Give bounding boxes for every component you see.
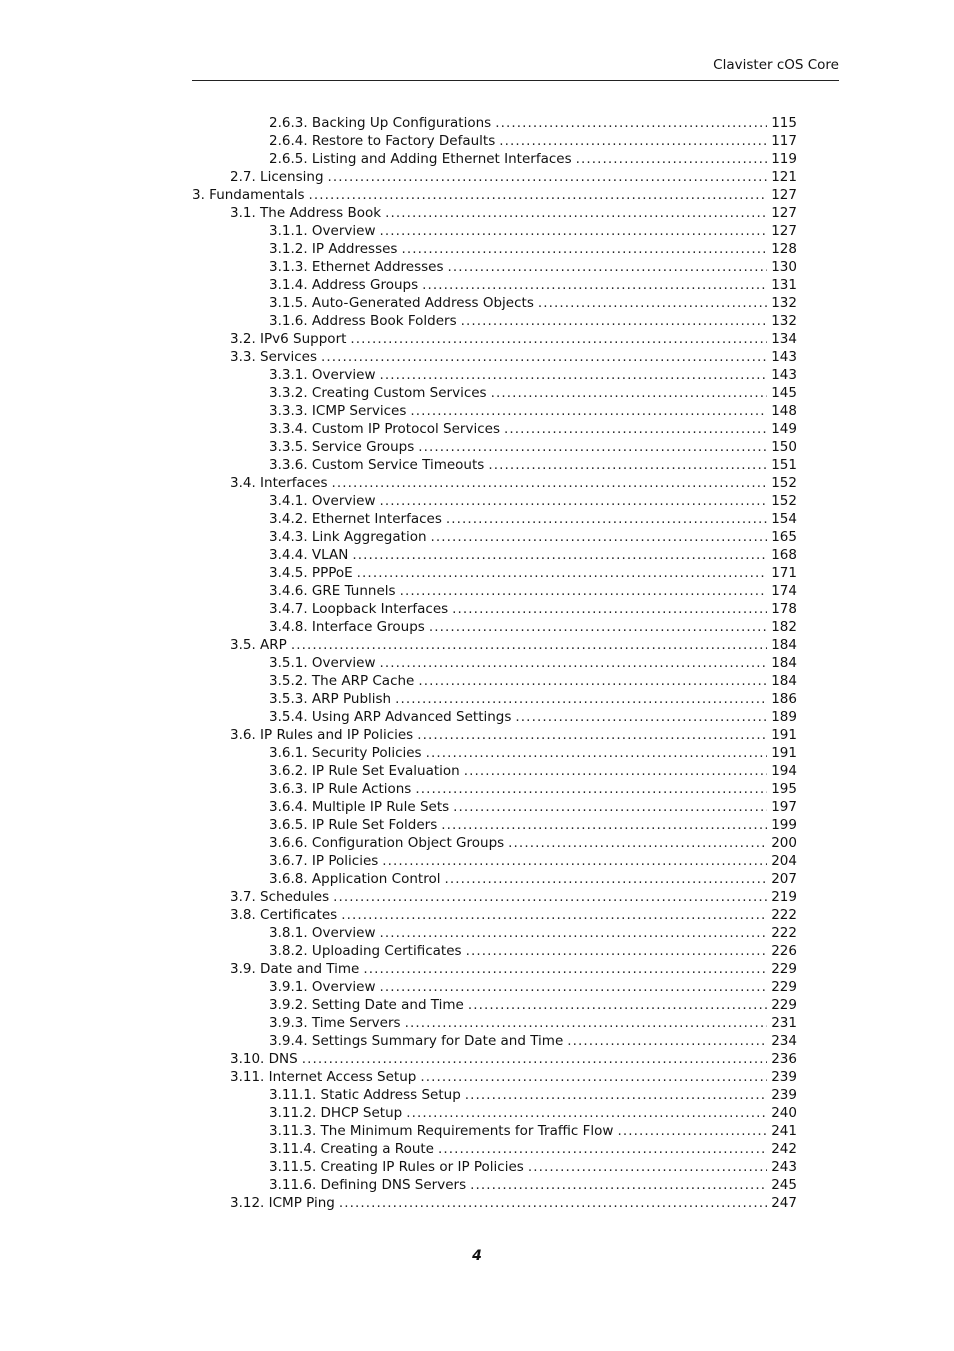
toc-leader-dots [410, 402, 767, 420]
toc-entry-title: 3.7. Schedules [230, 889, 330, 905]
toc-entry-title: 3.6.7. IP Policies [269, 853, 379, 869]
toc-leader-dots [415, 780, 767, 798]
toc-leader-dots [528, 1158, 767, 1176]
toc-entry[interactable] [192, 186, 797, 204]
toc-leader-dots [417, 726, 767, 744]
toc-entry[interactable] [192, 1032, 797, 1050]
toc-entry-title: 3.11.6. Defining DNS Servers [269, 1177, 467, 1193]
toc-leader-dots [380, 978, 768, 996]
toc-entry-title: 3.4.1. Overview [269, 493, 376, 509]
toc-entry-page: 130 [771, 259, 797, 275]
toc-entry[interactable] [192, 816, 797, 834]
toc-entry-title: 3.4.7. Loopback Interfaces [269, 601, 449, 617]
toc-entry-page: 229 [771, 961, 797, 977]
page-number: 4 [472, 1248, 482, 1264]
toc-entry[interactable] [192, 168, 797, 186]
toc-entry[interactable] [192, 852, 797, 870]
toc-leader-dots [350, 330, 767, 348]
toc-entry[interactable] [192, 744, 797, 762]
toc-entry[interactable] [192, 708, 797, 726]
toc-entry[interactable] [192, 780, 797, 798]
page-header [192, 55, 839, 81]
toc-entry-page: 200 [771, 835, 797, 851]
toc-entry[interactable] [192, 996, 797, 1014]
toc-entry-title: 3.8. Certificates [230, 907, 338, 923]
toc-entry[interactable] [192, 1014, 797, 1032]
toc-entry-title: 3.9.4. Settings Summary for Date and Time [269, 1033, 564, 1049]
toc-entry-page: 204 [771, 853, 797, 869]
toc-entry-title: 3.9. Date and Time [230, 961, 360, 977]
toc-entry-title: 3.6. IP Rules and IP Policies [230, 727, 414, 743]
toc-entry-title: 3.5.1. Overview [269, 655, 376, 671]
toc-leader-dots [468, 996, 767, 1014]
toc-entry-title: 3.4. Interfaces [230, 475, 328, 491]
toc-entry-page: 178 [771, 601, 797, 617]
toc-leader-dots [438, 1140, 767, 1158]
toc-entry-page: 184 [771, 637, 797, 653]
toc-entry[interactable] [192, 258, 797, 276]
toc-entry-title: 3.1.6. Address Book Folders [269, 313, 457, 329]
toc-leader-dots [363, 960, 767, 978]
toc-leader-dots [429, 618, 767, 636]
toc-leader-dots [380, 654, 768, 672]
toc-entry-title: 3.3.4. Custom IP Protocol Services [269, 421, 500, 437]
toc-entry-title: 3.3.6. Custom Service Timeouts [269, 457, 485, 473]
toc-entry-title: 3.2. IPv6 Support [230, 331, 347, 347]
toc-entry[interactable] [192, 1158, 797, 1176]
toc-entry[interactable] [192, 330, 797, 348]
toc-entry[interactable] [192, 348, 797, 366]
toc-leader-dots [464, 762, 768, 780]
toc-leader-dots [380, 492, 768, 510]
toc-leader-dots [508, 834, 767, 852]
toc-entry[interactable] [192, 960, 797, 978]
toc-leader-dots [328, 168, 768, 186]
toc-entry-title: 3.6.6. Configuration Object Groups [269, 835, 505, 851]
toc-entry-page: 207 [771, 871, 797, 887]
toc-entry-title: 3.6.5. IP Rule Set Folders [269, 817, 438, 833]
toc-entry-title: 3.5.3. ARP Publish [269, 691, 392, 707]
toc-leader-dots [357, 564, 768, 582]
toc-entry-page: 127 [771, 187, 797, 203]
toc-leader-dots [406, 1104, 767, 1122]
toc-entry-page: 127 [771, 205, 797, 221]
toc-entry-title: 3.5. ARP [230, 637, 287, 653]
toc-entry-title: 3.8.2. Uploading Certificates [269, 943, 462, 959]
toc-entry-page: 199 [771, 817, 797, 833]
toc-entry-title: 3.4.4. VLAN [269, 547, 349, 563]
toc-entry-page: 132 [771, 295, 797, 311]
toc-entry[interactable] [192, 114, 797, 132]
toc-entry-page: 154 [771, 511, 797, 527]
table-of-contents [192, 114, 797, 1212]
toc-entry[interactable] [192, 834, 797, 852]
toc-entry[interactable] [192, 492, 797, 510]
toc-leader-dots [332, 474, 768, 492]
toc-entry-page: 128 [771, 241, 797, 257]
toc-leader-dots [461, 312, 768, 330]
toc-leader-dots [453, 798, 767, 816]
toc-leader-dots [515, 708, 767, 726]
toc-entry[interactable] [192, 1140, 797, 1158]
toc-entry-page: 222 [771, 925, 797, 941]
toc-entry-page: 182 [771, 619, 797, 635]
toc-entry-title: 3.3.3. ICMP Services [269, 403, 407, 419]
toc-entry-title: 3.6.8. Application Control [269, 871, 441, 887]
toc-entry-title: 3.1.2. IP Addresses [269, 241, 398, 257]
toc-leader-dots [339, 1194, 767, 1212]
toc-entry-page: 171 [771, 565, 797, 581]
toc-leader-dots [422, 276, 767, 294]
toc-entry-title: 3.4.2. Ethernet Interfaces [269, 511, 442, 527]
toc-entry[interactable] [192, 1194, 797, 1212]
toc-entry-page: 240 [771, 1105, 797, 1121]
toc-leader-dots [447, 258, 767, 276]
toc-entry-page: 151 [771, 457, 797, 473]
toc-entry-page: 150 [771, 439, 797, 455]
toc-leader-dots [352, 546, 767, 564]
toc-leader-dots [380, 924, 768, 942]
toc-leader-dots [452, 600, 767, 618]
toc-entry[interactable] [192, 582, 797, 600]
toc-entry[interactable] [192, 132, 797, 150]
toc-leader-dots [382, 852, 767, 870]
toc-entry-page: 148 [771, 403, 797, 419]
toc-leader-dots [380, 366, 768, 384]
toc-entry[interactable] [192, 672, 797, 690]
toc-entry[interactable] [192, 294, 797, 312]
toc-leader-dots [418, 438, 767, 456]
toc-entry[interactable] [192, 1050, 797, 1068]
toc-entry[interactable] [192, 618, 797, 636]
toc-leader-dots [400, 582, 768, 600]
toc-entry-title: 3.9.2. Setting Date and Time [269, 997, 464, 1013]
toc-entry-page: 143 [771, 367, 797, 383]
toc-entry-page: 245 [771, 1177, 797, 1193]
toc-entry-page: 195 [771, 781, 797, 797]
toc-entry-page: 229 [771, 997, 797, 1013]
toc-entry-page: 219 [771, 889, 797, 905]
toc-entry-title: 3.11.3. The Minimum Requirements for Traffic Flow [269, 1123, 614, 1139]
toc-entry-page: 243 [771, 1159, 797, 1175]
toc-leader-dots [385, 204, 767, 222]
toc-entry[interactable] [192, 924, 797, 942]
toc-entry-title: 3.4.5. PPPoE [269, 565, 353, 581]
toc-entry[interactable] [192, 1122, 797, 1140]
toc-entry-title: 3.5.4. Using ARP Advanced Settings [269, 709, 512, 725]
toc-entry[interactable] [192, 150, 797, 168]
toc-entry-title: 3.11.5. Creating IP Rules or IP Policies [269, 1159, 524, 1175]
toc-leader-dots [302, 1050, 768, 1068]
toc-entry[interactable] [192, 1104, 797, 1122]
toc-entry[interactable] [192, 798, 797, 816]
toc-entry-page: 242 [771, 1141, 797, 1157]
toc-entry-page: 117 [771, 133, 797, 149]
toc-leader-dots [538, 294, 767, 312]
toc-entry[interactable] [192, 942, 797, 960]
toc-leader-dots [401, 240, 767, 258]
toc-entry-title: 2.6.4. Restore to Factory Defaults [269, 133, 496, 149]
toc-entry-title: 2.6.3. Backing Up Configurations [269, 115, 492, 131]
toc-entry[interactable] [192, 420, 797, 438]
toc-entry-page: 194 [771, 763, 797, 779]
toc-entry-title: 3.3. Services [230, 349, 317, 365]
toc-entry-page: 149 [771, 421, 797, 437]
toc-leader-dots [291, 636, 767, 654]
toc-entry-title: 3.1.1. Overview [269, 223, 376, 239]
toc-entry-page: 234 [771, 1033, 797, 1049]
toc-entry[interactable] [192, 870, 797, 888]
toc-entry-page: 191 [771, 745, 797, 761]
toc-entry-title: 3.11.2. DHCP Setup [269, 1105, 403, 1121]
toc-entry-page: 186 [771, 691, 797, 707]
toc-entry-page: 239 [771, 1069, 797, 1085]
toc-leader-dots [504, 420, 767, 438]
toc-entry-title: 3.11. Internet Access Setup [230, 1069, 417, 1085]
toc-entry[interactable] [192, 1086, 797, 1104]
toc-entry-title: 3.9.1. Overview [269, 979, 376, 995]
toc-entry-title: 3.4.6. GRE Tunnels [269, 583, 396, 599]
toc-entry-title: 3. Fundamentals [192, 187, 305, 203]
toc-leader-dots [576, 150, 768, 168]
toc-entry[interactable] [192, 654, 797, 672]
toc-leader-dots [420, 1068, 767, 1086]
toc-leader-dots [444, 870, 767, 888]
toc-entry[interactable] [192, 240, 797, 258]
toc-entry-page: 134 [771, 331, 797, 347]
toc-entry[interactable] [192, 312, 797, 330]
toc-leader-dots [418, 672, 767, 690]
toc-entry-page: 231 [771, 1015, 797, 1031]
toc-entry-title: 3.4.8. Interface Groups [269, 619, 425, 635]
toc-leader-dots [470, 1176, 767, 1194]
toc-entry[interactable] [192, 222, 797, 240]
toc-entry[interactable] [192, 978, 797, 996]
toc-entry-title: 3.1. The Address Book [230, 205, 382, 221]
toc-entry[interactable] [192, 600, 797, 618]
toc-leader-dots [321, 348, 767, 366]
toc-leader-dots [465, 1086, 767, 1104]
toc-entry-title: 3.1.5. Auto-Generated Address Objects [269, 295, 534, 311]
toc-entry-title: 3.6.4. Multiple IP Rule Sets [269, 799, 450, 815]
toc-entry-page: 121 [771, 169, 797, 185]
toc-entry[interactable] [192, 564, 797, 582]
toc-leader-dots [405, 1014, 768, 1032]
toc-entry-page: 143 [771, 349, 797, 365]
toc-entry-page: 247 [771, 1195, 797, 1211]
toc-entry[interactable] [192, 402, 797, 420]
toc-entry-page: 241 [771, 1123, 797, 1139]
toc-entry-page: 236 [771, 1051, 797, 1067]
toc-entry-title: 3.6.1. Security Policies [269, 745, 422, 761]
toc-entry[interactable] [192, 762, 797, 780]
toc-entry-title: 3.3.1. Overview [269, 367, 376, 383]
toc-leader-dots [441, 816, 767, 834]
document-title: Clavister cOS Core [713, 57, 839, 73]
toc-entry-title: 2.6.5. Listing and Adding Ethernet Interfaces [269, 151, 572, 167]
toc-entry-title: 3.6.2. IP Rule Set Evaluation [269, 763, 460, 779]
toc-entry-page: 184 [771, 655, 797, 671]
toc-entry[interactable] [192, 528, 797, 546]
toc-entry[interactable] [192, 726, 797, 744]
toc-entry[interactable] [192, 456, 797, 474]
toc-leader-dots [426, 744, 768, 762]
toc-entry-title: 3.3.2. Creating Custom Services [269, 385, 487, 401]
toc-entry-title: 2.7. Licensing [230, 169, 324, 185]
toc-entry-page: 152 [771, 493, 797, 509]
toc-entry-page: 197 [771, 799, 797, 815]
toc-entry[interactable] [192, 204, 797, 222]
toc-entry-title: 3.3.5. Service Groups [269, 439, 415, 455]
toc-leader-dots [488, 456, 767, 474]
toc-leader-dots [446, 510, 767, 528]
toc-entry-page: 184 [771, 673, 797, 689]
toc-leader-dots [341, 906, 767, 924]
toc-entry[interactable] [192, 906, 797, 924]
toc-leader-dots [617, 1122, 767, 1140]
toc-entry-title: 3.10. DNS [230, 1051, 298, 1067]
toc-leader-dots [333, 888, 767, 906]
toc-entry-title: 3.9.3. Time Servers [269, 1015, 401, 1031]
toc-entry-page: 226 [771, 943, 797, 959]
toc-leader-dots [495, 114, 767, 132]
toc-entry[interactable] [192, 438, 797, 456]
toc-entry[interactable] [192, 690, 797, 708]
toc-leader-dots [309, 186, 768, 204]
toc-entry-title: 3.5.2. The ARP Cache [269, 673, 415, 689]
toc-leader-dots [567, 1032, 767, 1050]
toc-entry-title: 3.11.4. Creating a Route [269, 1141, 434, 1157]
toc-leader-dots [491, 384, 768, 402]
toc-entry-page: 132 [771, 313, 797, 329]
toc-entry-page: 145 [771, 385, 797, 401]
toc-entry-title: 3.8.1. Overview [269, 925, 376, 941]
toc-entry-page: 131 [771, 277, 797, 293]
toc-entry-page: 119 [771, 151, 797, 167]
toc-entry-page: 127 [771, 223, 797, 239]
toc-leader-dots [499, 132, 767, 150]
toc-entry-page: 229 [771, 979, 797, 995]
toc-entry-page: 165 [771, 529, 797, 545]
toc-leader-dots [380, 222, 768, 240]
toc-entry-page: 168 [771, 547, 797, 563]
toc-entry[interactable] [192, 276, 797, 294]
toc-entry[interactable] [192, 636, 797, 654]
toc-leader-dots [395, 690, 767, 708]
toc-entry-page: 115 [771, 115, 797, 131]
toc-leader-dots [431, 528, 768, 546]
toc-entry-title: 3.11.1. Static Address Setup [269, 1087, 461, 1103]
toc-entry[interactable] [192, 1176, 797, 1194]
toc-entry[interactable] [192, 384, 797, 402]
toc-entry[interactable] [192, 888, 797, 906]
toc-leader-dots [466, 942, 768, 960]
toc-entry-title: 3.6.3. IP Rule Actions [269, 781, 412, 797]
toc-entry[interactable] [192, 366, 797, 384]
toc-entry-page: 191 [771, 727, 797, 743]
toc-entry-page: 222 [771, 907, 797, 923]
toc-entry[interactable] [192, 474, 797, 492]
toc-entry-title: 3.1.4. Address Groups [269, 277, 419, 293]
toc-entry-page: 239 [771, 1087, 797, 1103]
toc-entry-title: 3.4.3. Link Aggregation [269, 529, 427, 545]
toc-entry-page: 189 [771, 709, 797, 725]
toc-entry-page: 174 [771, 583, 797, 599]
toc-entry-title: 3.1.3. Ethernet Addresses [269, 259, 444, 275]
toc-entry-page: 152 [771, 475, 797, 491]
toc-entry[interactable] [192, 510, 797, 528]
toc-entry[interactable] [192, 1068, 797, 1086]
toc-entry-title: 3.12. ICMP Ping [230, 1195, 335, 1211]
toc-entry[interactable] [192, 546, 797, 564]
